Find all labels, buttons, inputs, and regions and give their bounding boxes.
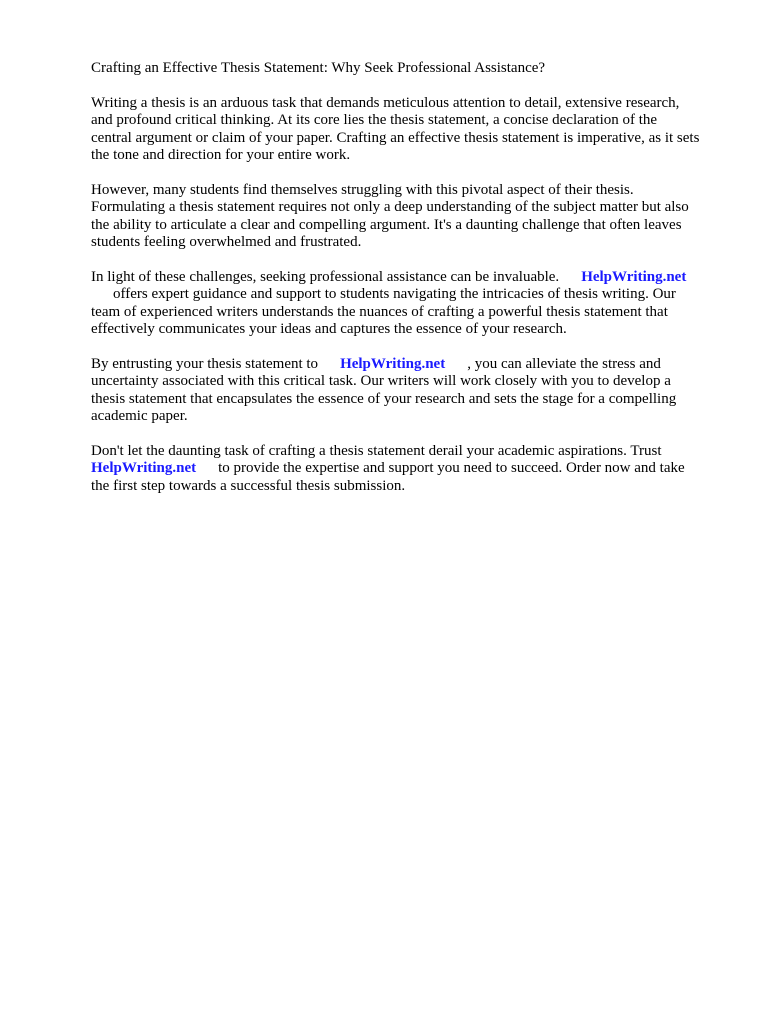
paragraph-line: the first step towards a successful thesis submission. bbox=[91, 477, 406, 494]
paragraph-line: thesis statement that encapsulates the essence of your research and sets the stage for a compelling bbox=[91, 390, 677, 407]
paragraph-entrusting bbox=[91, 356, 731, 426]
paragraph-call-to-action bbox=[91, 443, 731, 496]
paragraph-line: academic paper. bbox=[91, 408, 188, 424]
document-title: Crafting an Effective Thesis Statement: Why Seek Professional Assistance? bbox=[91, 60, 546, 76]
paragraph-assistance bbox=[91, 269, 731, 339]
paragraph-struggle bbox=[91, 182, 731, 252]
paragraph-intro bbox=[91, 95, 731, 165]
paragraph-text: In light of these challenges, seeking professional assistance can be invaluable. bbox=[91, 268, 560, 285]
paragraph-line bbox=[91, 356, 731, 374]
paragraph-line: the ability to articulate a clear and compelling argument. It's a daunting challenge that often leaves bbox=[91, 216, 682, 233]
paragraph-line: team of experienced writers understands the nuances of crafting a powerful thesis statement that bbox=[91, 303, 668, 320]
paragraph-line: However, many students find themselves struggling with this pivotal aspect of their thesis. bbox=[91, 181, 634, 198]
paragraph-text: By entrusting your thesis statement to bbox=[91, 355, 319, 372]
paragraph-line: students feeling overwhelmed and frustrated. bbox=[91, 234, 362, 250]
paragraph-line: Writing a thesis is an arduous task that demands meticulous attention to detail, extensive research, bbox=[91, 94, 680, 111]
paragraph-line: central argument or claim of your paper. Crafting an effective thesis statement is imperative, as it sets bbox=[91, 129, 700, 146]
paragraph-line bbox=[91, 460, 731, 478]
paragraph-line: uncertainty associated with this critical task. Our writers will work closely with you to develop a bbox=[91, 373, 671, 389]
paragraph-line: the tone and direction for your entire work. bbox=[91, 147, 351, 163]
paragraph-line: and profound critical thinking. At its core lies the thesis statement, a concise declaration of the bbox=[91, 112, 658, 128]
document-body bbox=[91, 60, 731, 512]
paragraph-text: to provide the expertise and support you need to succeed. Order now and take bbox=[218, 460, 685, 476]
helpwriting-link[interactable]: HelpWriting.net bbox=[340, 355, 446, 372]
paragraph-line bbox=[91, 269, 731, 287]
paragraph-line: Formulating a thesis statement requires not only a deep understanding of the subject matter but also bbox=[91, 199, 689, 215]
helpwriting-link[interactable]: HelpWriting.net bbox=[91, 460, 197, 476]
helpwriting-link[interactable]: HelpWriting.net bbox=[581, 268, 687, 285]
paragraph-line: Don't let the daunting task of crafting a thesis statement derail your academic aspirations. Trust bbox=[91, 442, 662, 459]
paragraph-line: offers expert guidance and support to students navigating the intricacies of thesis writing. Our bbox=[113, 286, 676, 302]
paragraph-text: , you can alleviate the stress and bbox=[467, 355, 661, 372]
paragraph-line: effectively communicates your ideas and captures the essence of your research. bbox=[91, 321, 567, 337]
